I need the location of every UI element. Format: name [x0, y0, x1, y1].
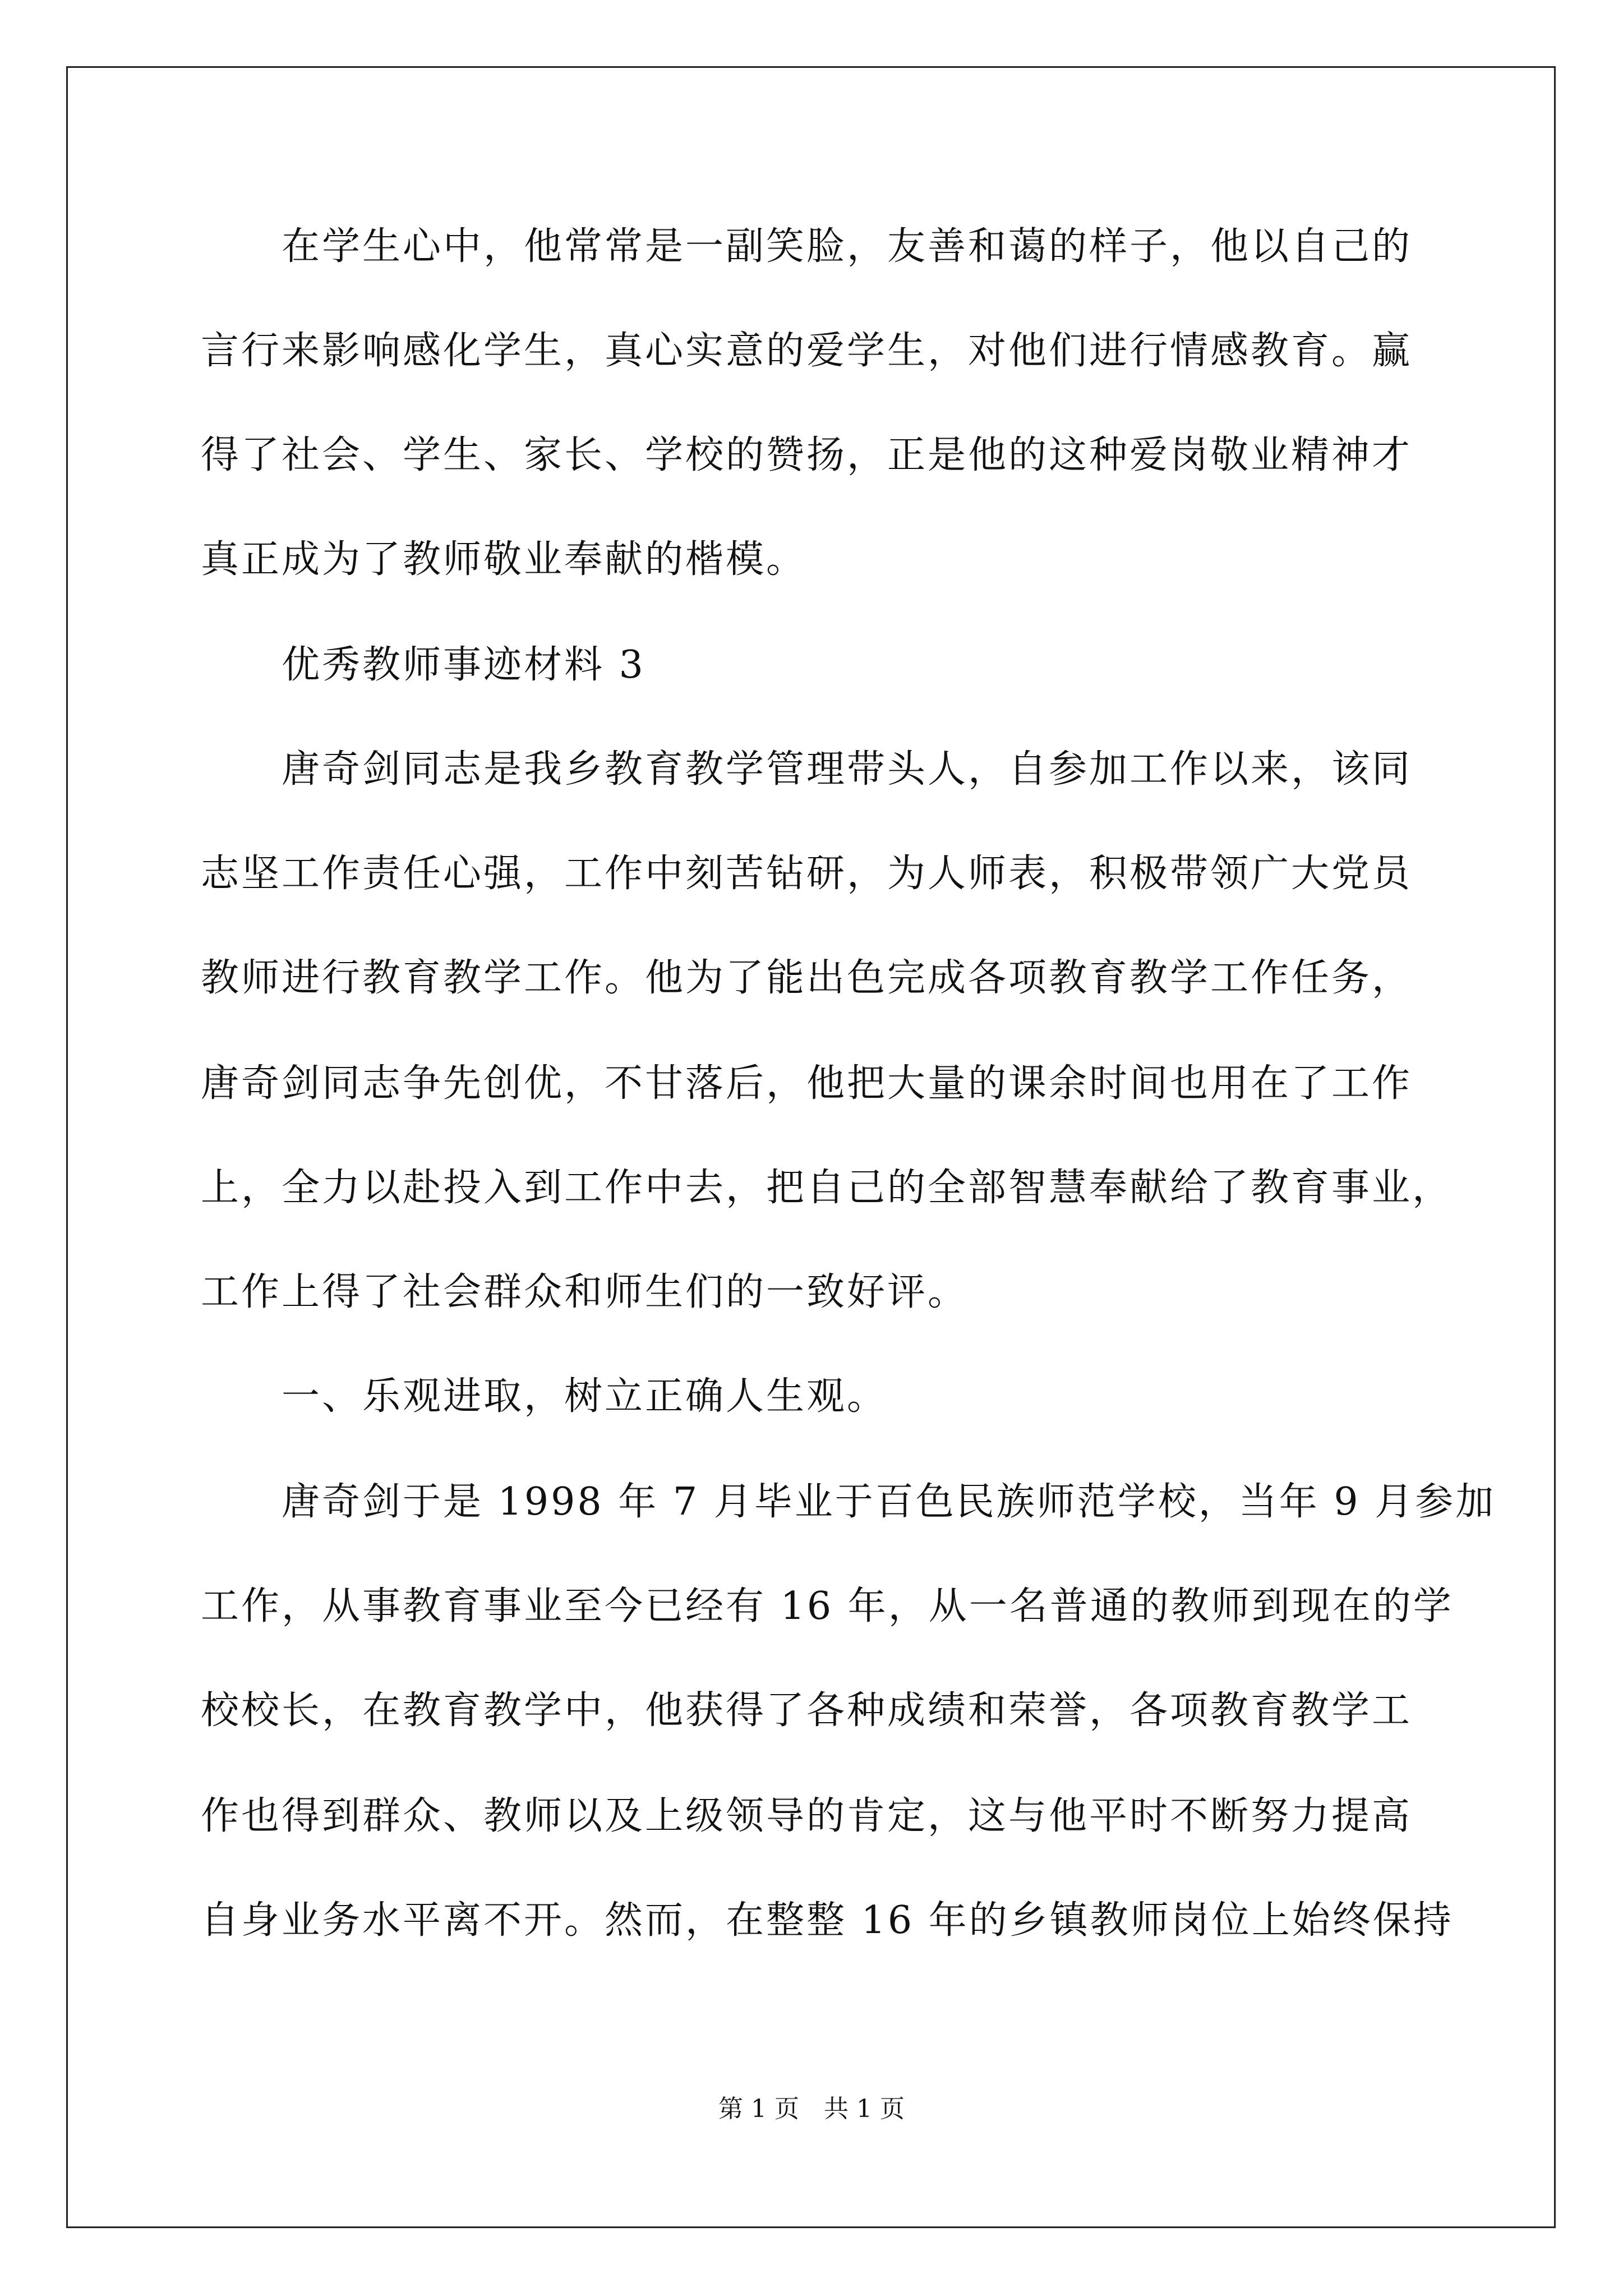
paragraph-line: 教师进行教育教学工作。他为了能出色完成各项教育教学工作任务，: [201, 956, 1413, 1000]
paragraph-line: 上，全力以赴投入到工作中去，把自己的全部智慧奉献给了教育事业，: [201, 1166, 1453, 1210]
paragraph-line: 真正成为了教师敬业奉献的楷模。: [201, 537, 807, 582]
paragraph-line: 言行来影响感化学生，真心实意的爱学生，对他们进行情感教育。赢: [201, 329, 1413, 373]
page-number-footer: 第 1 页 共 1 页: [718, 2095, 905, 2123]
subheading: 一、乐观进取，树立正确人生观。: [282, 1374, 888, 1419]
paragraph-line: 志坚工作责任心强，工作中刻苦钻研，为人师表，积极带领广大党员: [201, 852, 1413, 896]
paragraph-line: 工作上得了社会群众和师生们的一致好评。: [201, 1270, 969, 1314]
paragraph-line: 在学生心中，他常常是一副笑脸，友善和蔼的样子，他以自己的: [282, 224, 1413, 269]
paragraph-line: 作也得到群众、教师以及上级领导的肯定，这与他平时不断努力提高: [201, 1794, 1413, 1838]
paragraph-line: 唐奇剑于是 1998 年 7 月毕业于百色民族师范学校，当年 9 月参加: [282, 1480, 1496, 1524]
paragraph-line: 唐奇剑同志是我乡教育教学管理带头人，自参加工作以来，该同: [282, 747, 1413, 792]
paragraph-line: 自身业务水平离不开。然而，在整整 16 年的乡镇教师岗位上始终保持: [201, 1898, 1454, 1943]
paragraph-line: 工作，从事教育事业至今已经有 16 年，从一名普通的教师到现在的学: [201, 1584, 1454, 1628]
paragraph-line: 唐奇剑同志争先创优，不甘落后，他把大量的课余时间也用在了工作: [201, 1061, 1413, 1106]
paragraph-line: 校校长，在教育教学中，他获得了各种成绩和荣誉，各项教育教学工: [201, 1688, 1413, 1733]
paragraph-line: 得了社会、学生、家长、学校的赞扬，正是他的这种爱岗敬业精神才: [201, 433, 1413, 477]
section-heading: 优秀教师事迹材料 3: [282, 643, 645, 687]
